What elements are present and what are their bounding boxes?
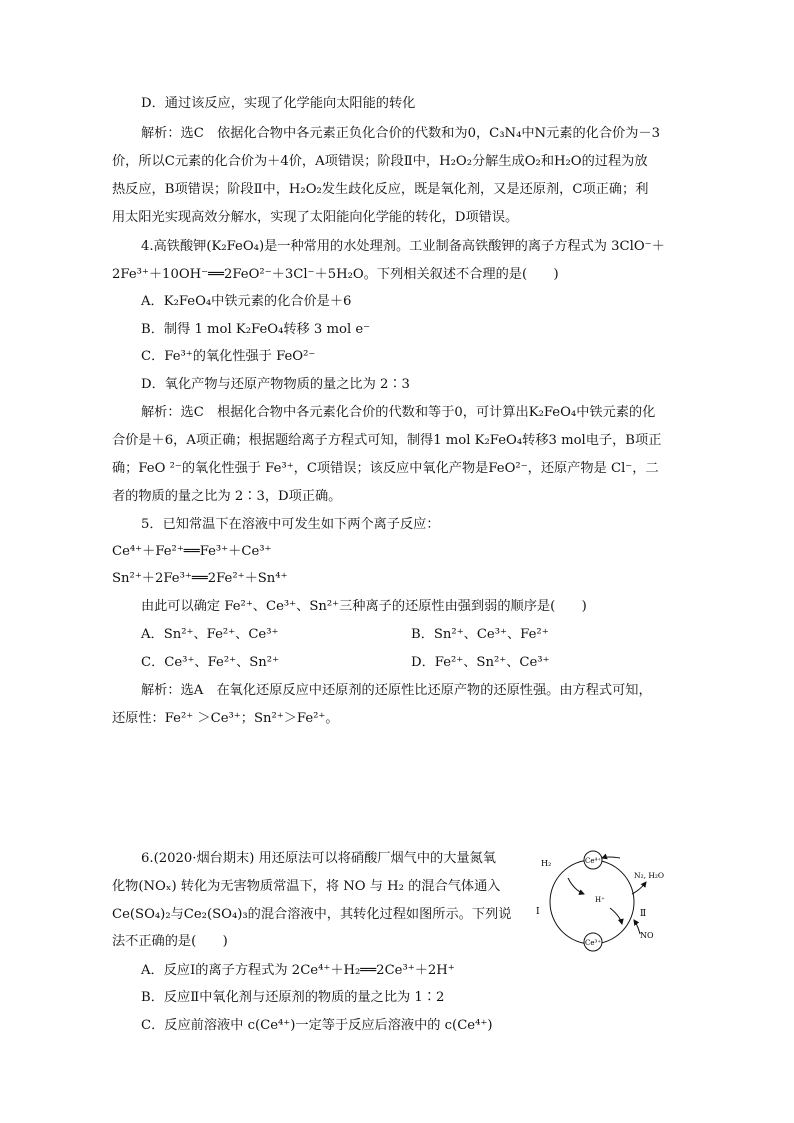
text-line: 用太阳光实现高效分解水，实现了太阳能向化学能的转化，D项错误。 — [112, 210, 519, 225]
text-line: 合价是＋6，A项正确；根据题给离子方程式可知，制得1 mol K₂FeO₄转移3 mol电子，B项正 — [112, 433, 662, 448]
text-line: 确；FeO ²⁻的氧化性强于 Fe³⁺，C项错误；该反应中氧化产物是FeO²⁻，还原产物是 Cl⁻，二 — [112, 461, 659, 476]
text-line: 热反应，B项错误；阶段Ⅱ中，H₂O₂发生歧化反应，既是氧化剂，又是还原剂，C项正确；利 — [112, 182, 649, 197]
option-d: D．Fe²⁺、Sn²⁺、Ce³⁺ — [411, 655, 550, 670]
no-label: NO — [640, 931, 654, 940]
option-b: B．制得 1 mol K₂FeO₄转移 3 mol e⁻ — [141, 322, 371, 337]
equation-line: Ce⁴⁺＋Fe²⁺══Fe³⁺＋Ce³⁺ — [112, 544, 272, 559]
question-4-stem: 4.高铁酸钾(K₂FeO₄)是一种常用的水处理剂。工业制备高铁酸钾的离子方程式为 3ClO⁻＋ — [141, 239, 665, 254]
option-c: C．反应前溶液中 c(Ce⁴⁺)一定等于反应后溶液中的 c(Ce⁴⁺) — [141, 1018, 493, 1033]
text-line: D．通过该反应，实现了化学能向太阳能的转化 — [141, 96, 416, 111]
option-a: A．K₂FeO₄中铁元素的化合价是＋6 — [141, 294, 352, 309]
option-d: D．氧化产物与还原产物物质的量之比为 2∶3 — [141, 377, 410, 392]
text-line: 法不正确的是( ) — [112, 934, 228, 949]
text-line: 还原性：Fe²⁺ ＞Ce³⁺；Sn²⁺＞Fe²⁺。 — [112, 711, 339, 726]
reaction-ii-label: Ⅱ — [640, 909, 647, 919]
top-ion-label: Ce⁴⁺ — [585, 857, 601, 865]
bottom-ion-label: Ce³⁺ — [585, 939, 601, 947]
text-line: 者的物质的量之比为 2∶3，D项正确。 — [112, 489, 342, 504]
option-b: B．Sn²⁺、Ce³⁺、Fe²⁺ — [411, 627, 549, 642]
option-a: A．反应Ⅰ的离子方程式为 2Ce⁴⁺＋H₂══2Ce³⁺＋2H⁺ — [141, 963, 455, 978]
arrow-icon — [602, 857, 620, 858]
cycle-circle — [550, 860, 634, 944]
reaction-i-label: Ⅰ — [536, 907, 540, 917]
text-line: 价，所以C元素的化合价为＋4价，A项错误；阶段Ⅱ中，H₂O₂分解生成O₂和H₂O的过程为放 — [112, 154, 648, 169]
question-6-stem: 6.(2020·烟台期末) 用还原法可以将硝酸厂烟气中的大量氮氧 — [141, 851, 496, 866]
text-line: 2Fe³⁺＋10OH⁻══2FeO²⁻＋3Cl⁻＋5H₂O。下列相关叙述不合理的是( ) — [112, 267, 559, 282]
hplus-label: H⁺ — [595, 896, 605, 904]
h2-label: H₂ — [541, 859, 552, 868]
text-line: Ce(SO₄)₂与Ce₂(SO₄)₃的混合溶液中，其转化过程如图所示。下列说 — [112, 907, 512, 922]
question-5-stem: 5．已知常温下在溶液中可发生如下两个离子反应： — [141, 517, 440, 532]
text-line: 化物(NOₓ) 转化为无害物质常温下，将 NO 与 H₂ 的混合气体通入 — [112, 879, 501, 894]
option-c: C．Fe³⁺的氧化性强于 FeO²⁻ — [141, 349, 316, 364]
arrow-icon — [610, 908, 622, 924]
text-line: 解析：选C 根据化合物中各元素化合价的代数和等于0，可计算出K₂FeO₄中铁元素的化 — [141, 405, 656, 420]
option-c: C．Ce³⁺、Fe²⁺、Sn²⁺ — [141, 655, 280, 670]
n2-h2o-label: N₂, H₂O — [634, 871, 665, 880]
reaction-cycle-diagram — [536, 850, 712, 960]
arrow-icon — [568, 878, 584, 894]
arrow-icon — [632, 882, 646, 894]
equation-line: Sn²⁺＋2Fe³⁺══2Fe²⁺＋Sn⁴⁺ — [112, 571, 288, 586]
option-a: A．Sn²⁺、Fe²⁺、Ce³⁺ — [141, 627, 279, 642]
option-b: B．反应Ⅱ中氧化剂与还原剂的物质的量之比为 1∶2 — [141, 990, 445, 1005]
text-line: 解析：选A 在氧化还原反应中还原剂的还原性比还原产物的还原性强。由方程式可知， — [141, 683, 652, 698]
text-line: 由此可以确定 Fe²⁺、Ce³⁺、Sn²⁺三种离子的还原性由强到弱的顺序是( ) — [141, 599, 587, 614]
text-line: 解析：选C 依据化合物中各元素正负化合价的代数和为0，C₃N₄中N元素的化合价为－3 — [141, 126, 660, 141]
